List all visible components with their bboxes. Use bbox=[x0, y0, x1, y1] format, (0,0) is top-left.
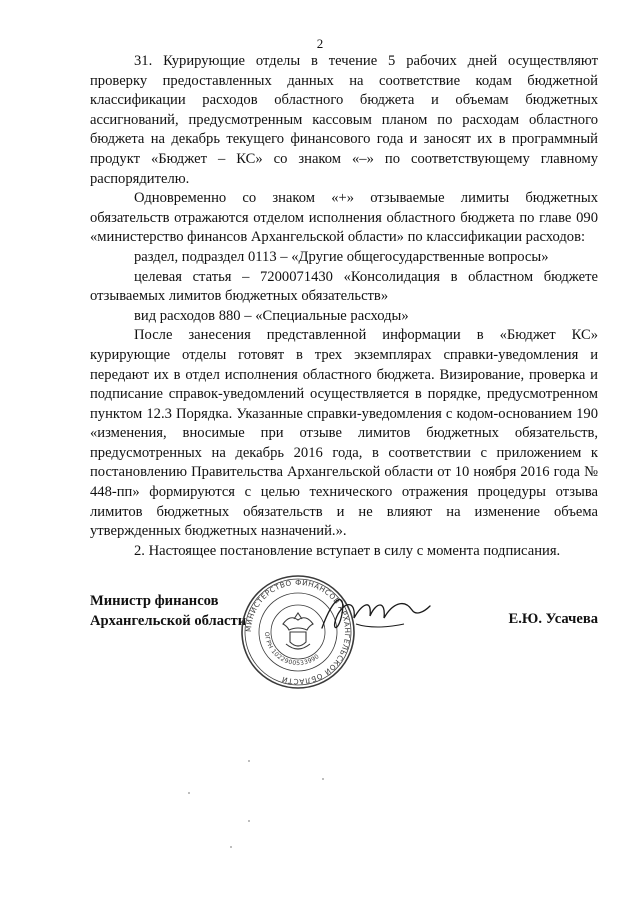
classification-target-item: целевая статья – 7200071430 «Консолидация в областном бюджете отзываемых лимитов бюджетных обязательств» bbox=[90, 268, 598, 305]
paragraph-effective-date: 2. Настоящее постановление вступает в силу с момента подписания. bbox=[134, 542, 561, 559]
seal-outer-text: МИНИСТЕРСТВО ФИНАНСОВ АРХАНГЕЛЬСКОЙ ОБЛАСТИ bbox=[243, 577, 353, 687]
signatory-title bbox=[90, 592, 246, 631]
page-number: 2 bbox=[316, 36, 324, 51]
scan-speck bbox=[322, 778, 324, 780]
classification-expense-type: вид расходов 880 – «Специальные расходы» bbox=[134, 307, 409, 324]
signatory-title-line2: Архангельской области bbox=[90, 612, 247, 629]
scan-speck bbox=[248, 760, 250, 762]
handwritten-signature bbox=[316, 584, 436, 644]
signatory-name: Е.Ю. Усачева bbox=[508, 611, 598, 627]
coat-of-arms-icon bbox=[283, 613, 313, 649]
signatory-title-line1: Министр финансов bbox=[90, 593, 219, 609]
scan-speck bbox=[230, 846, 232, 848]
signature-block bbox=[90, 577, 598, 712]
paragraph-notifications: После занесения представленной информации в «Бюджет КС» курирующие отделы готовят в трех экземплярах справки-уведомления и передают их в отдел исполнения областного бюджета. Визирование, проверка и подписание справок-уведомлений осуществляется в порядке, предусмотренном пунктом 12.3 Порядка. Указанные справки-уведомления с кодом-основанием 190 «изменения, вносимые при отзыве лимитов бюджетных обязательств, предусмотренных на декабрь 2016 года, в соответствии с приложением к постановлению Правительства Архангельской области от 10 ноября 2016 года № 448-пп» формируются с целью технического отражения процедуры отзыва лимитов бюджетных обязательств и не влияют на изменение объема утвержденных бюджетных назначений.». bbox=[90, 327, 598, 540]
scan-speck bbox=[248, 820, 250, 822]
seal-inner-text: ОГРН 1022900533990 bbox=[262, 631, 321, 668]
scan-speck bbox=[188, 792, 190, 794]
paragraph-31: 31. Курирующие отделы в течение 5 рабочих дней осуществляют проверку предоставленных данных на соответствие кодам бюджетной классификации расходов областного бюджета и объемам бюджетных ассигнований, предусмотренным кассовым планом по расходам областного бюджета на декабрь текущего финансового года и заносят их в программный продукт «Бюджет – КС» со знаком «–» по соответствующему главному распорядителю. bbox=[90, 53, 598, 187]
document-body bbox=[90, 52, 598, 561]
classification-section: раздел, подраздел 0113 – «Другие общегосударственные вопросы» bbox=[134, 248, 549, 265]
paragraph-recall-limits: Одновременно со знаком «+» отзываемые лимиты бюджетных обязательств отражаются отделом исполнения областного бюджета по главе 090 «министерство финансов Архангельской области» по классификации расходов: bbox=[90, 190, 598, 246]
